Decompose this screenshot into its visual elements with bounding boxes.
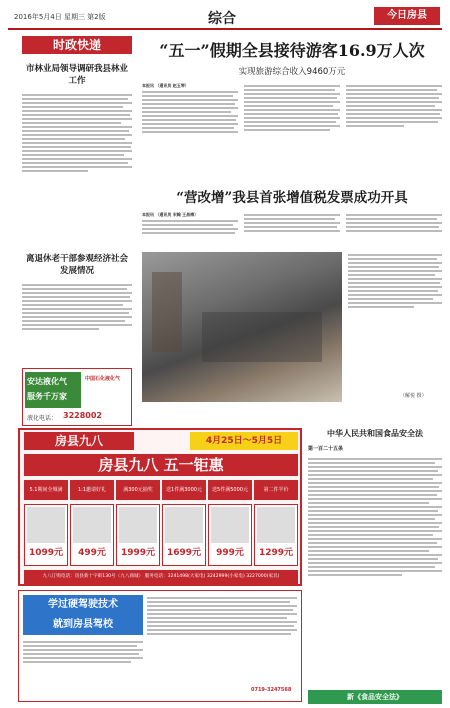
promo-4: 送1件满3000元 [162,480,206,500]
product-card [254,504,298,566]
date-line: 2016年5月4日 星期三 第2版 [14,13,106,21]
second-story-title: “营改增”我县首张增值税发票成功开具 [176,190,408,206]
story1-body [22,92,132,242]
gas-ad-slogan-box [25,372,81,408]
store-date-range: 4月25日～5月5日 [190,432,298,450]
product-price: 1699元 [166,548,202,558]
product-price: 499元 [78,548,106,558]
product-card [70,504,114,566]
driving-title-line1: 学过硬驾驶技术 [48,599,118,610]
second-story-col2 [244,212,340,252]
page-header [8,4,442,30]
product-image [257,507,295,543]
lead-story [142,36,442,186]
driving-ad-title [23,595,143,635]
story2-body [22,282,132,372]
lead-story-col3 [346,83,442,173]
product-price: 1099元 [28,548,64,558]
promo-3: 满300元抽奖 [116,480,160,500]
product-image [165,507,203,543]
news-photo [142,252,342,402]
promo-5: 送5件满5000元 [208,480,252,500]
story1-title: 市林业局领导调研我县林业工作 [25,64,128,86]
photo-figure [152,272,182,352]
food-law-subhead: 第一百二十五条 [308,446,344,452]
gas-ad-line1: 安达液化气 [27,377,67,386]
second-story [142,186,442,250]
second-story-col1 [142,212,238,252]
promo-1: 5.1期间全城满 [24,480,68,500]
promo-6: 第二件半价 [254,480,298,500]
driving-ad-body [147,595,297,695]
lead-story-col1 [142,83,238,173]
gas-ad-brand: 中国石化液化气 [85,376,121,382]
driving-ad [18,590,302,702]
store-slogan: 房县九八 五一钜惠 [24,454,298,476]
product-card [116,504,160,566]
promo-2: 1:1邀请好礼 [70,480,114,500]
gas-ad-phone: 3228002 [63,411,102,420]
second-story-col3 [346,212,442,252]
product-card [24,504,68,566]
gas-ad-line2: 服务千万家 [27,392,67,401]
product-image [119,507,157,543]
left-column [22,36,132,336]
section-title: 综合 [208,11,236,27]
store-ad [18,428,302,586]
lead-story-title: “五一”假期全县接待游客16.9万人次 [159,41,425,60]
photo-crowd [202,312,322,362]
photo-caption [348,252,442,372]
gas-ad-label: 液化电话： [27,415,58,422]
store-product-row [24,504,298,566]
food-law-story [308,428,442,688]
food-law-title: 中华人民共和国食品安全法 [327,428,423,438]
product-image [211,507,249,543]
driving-ad-col [23,639,143,695]
lead-story-byline: 本报讯 （通讯员 赵玉琴） [142,83,189,88]
store-brand: 房县九八 [24,432,134,450]
food-law-body [308,456,442,656]
product-price: 1299元 [258,548,294,558]
product-image [73,507,111,543]
newspaper-logo: 今日房县 [374,7,440,25]
product-price: 1999元 [120,548,156,558]
lead-story-subtitle: 实现旅游综合收入9460万元 [238,67,346,77]
gas-ad [22,368,132,426]
section-label: 时政快递 [22,36,132,54]
store-hotline: 九八订购电话：房县新十字街130号（九八商城） 服务电话：3241498(大家电) 3242999(小家电) 3227000(家具) [24,570,298,584]
product-image [27,507,65,543]
story2-title: 离退休老干部参观经济社会发展情况 [25,254,128,276]
food-law-banner: 新《食品安全法》 [308,690,442,704]
lead-story-col2 [244,83,340,173]
store-promo-row [24,480,298,500]
driving-ad-phone: 0719-3247568 [251,687,292,693]
driving-title-line2: 就到房县驾校 [53,619,113,630]
product-price: 999元 [216,548,244,558]
product-card [208,504,252,566]
product-card [162,504,206,566]
second-story-byline: 本报讯 （通讯员 宋翰 王昌梅） [142,212,199,217]
photo-credit: （解悦 摄） [400,393,427,399]
